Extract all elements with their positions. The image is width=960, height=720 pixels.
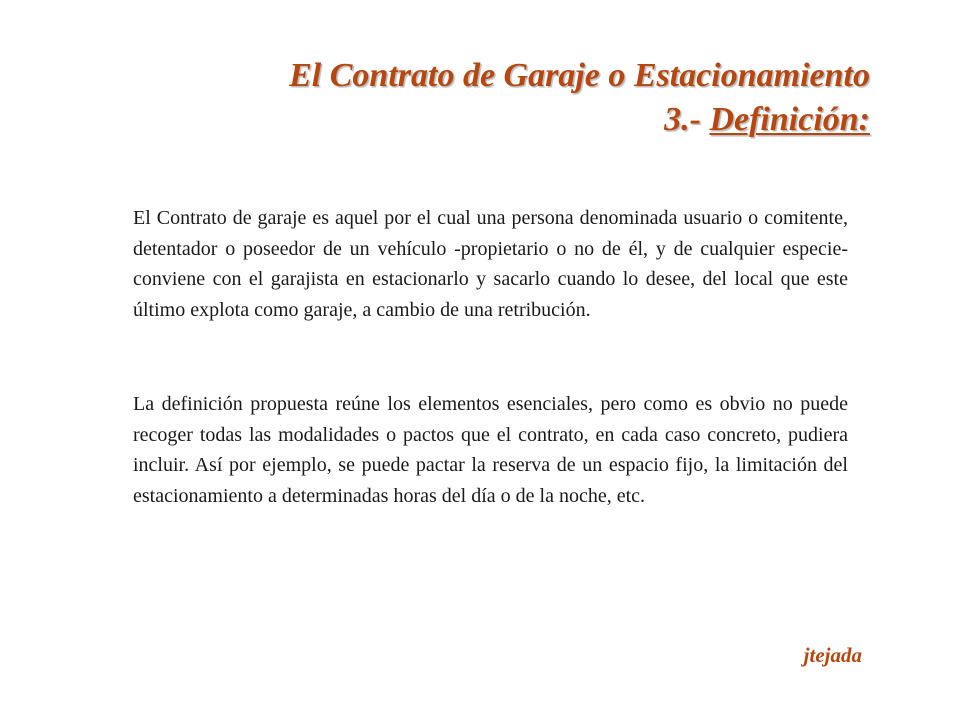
section-heading: Definición: [709, 101, 870, 138]
explanation-paragraph: La definición propuesta reúne los elementos esenciales, pero como es obvio no puede recoger todas las modalidades o pactos que el contrato, en cada caso concreto, pudiera incluir. Así por ejemplo, se puede pactar la reserva de un espacio fijo, la limitación del estacionamiento a determinadas horas del día o de la noche, etc. [133, 393, 848, 507]
section-number: 3.- [664, 101, 710, 138]
title-line-1: El Contrato de Garaje o Estacionamiento [289, 57, 870, 94]
author-signature: jtejada [803, 643, 862, 667]
definition-paragraph: El Contrato de garaje es aquel por el cual una persona denominada usuario o comitente, detentador o poseedor de un vehículo -propietario o no de él, y de cualquier especie- conviene con el garajista en estacionarlo y sacarlo cuando lo desee, del local que este último explota como garaje, a cambio de una retribución. [133, 207, 848, 321]
slide-title [289, 54, 870, 142]
title-line-2 [289, 98, 870, 142]
